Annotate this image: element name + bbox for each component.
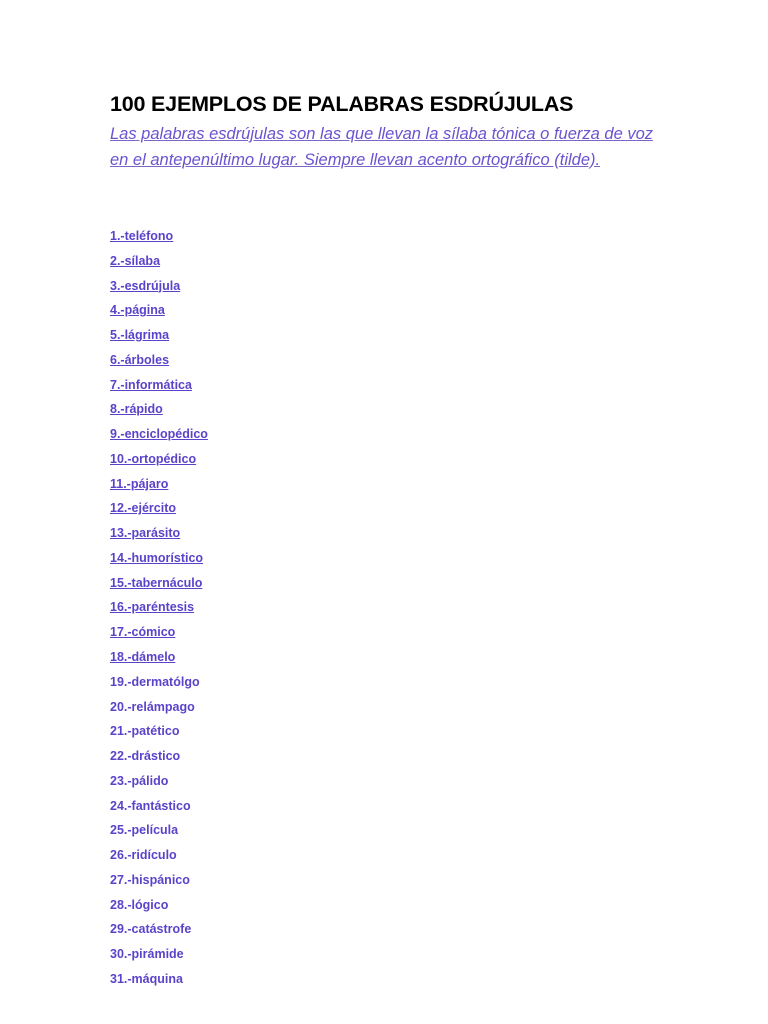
word-link[interactable]: 25.-película (110, 823, 179, 838)
list-item (110, 326, 208, 351)
list-item (110, 301, 208, 326)
list-item (110, 450, 208, 475)
word-link[interactable]: 9.-enciclopédico (110, 427, 208, 442)
word-link[interactable]: 16.-paréntesis (110, 600, 195, 615)
list-item (110, 549, 208, 574)
list-item (110, 623, 208, 648)
list-item (110, 252, 208, 277)
word-link[interactable]: 18.-dámelo (110, 650, 176, 665)
list-item (110, 698, 208, 723)
list-item (110, 871, 208, 896)
list-item (110, 722, 208, 747)
word-link[interactable]: 14.-humorístico (110, 550, 204, 565)
list-item (110, 896, 208, 921)
list-item (110, 747, 208, 772)
word-link[interactable]: 20.-relámpago (110, 699, 195, 714)
list-item (110, 945, 208, 970)
list-item (110, 376, 208, 401)
list-item (110, 425, 208, 450)
word-link[interactable]: 21.-patético (110, 724, 180, 739)
list-item (110, 970, 208, 995)
word-link[interactable]: 13.-parásito (110, 526, 181, 541)
list-item (110, 499, 208, 524)
list-item (110, 797, 208, 822)
word-list (110, 227, 208, 995)
list-item (110, 574, 208, 599)
word-link[interactable]: 7.-informática (110, 377, 192, 392)
list-item (110, 920, 208, 945)
list-item (110, 351, 208, 376)
word-link[interactable]: 11.-pájaro (110, 476, 169, 491)
word-link[interactable]: 4.-página (110, 303, 165, 318)
word-link[interactable]: 10.-ortopédico (110, 451, 197, 466)
word-link[interactable]: 31.-máquina (110, 971, 183, 986)
word-link[interactable]: 26.-ridículo (110, 848, 177, 863)
intro-link[interactable]: Las palabras esdrújulas son las que llevan la sílaba tónica o fuerza de voz en el antepenúltimo lugar. Siempre llevan acento ortográfico (tilde). (110, 125, 654, 169)
word-link[interactable]: 5.-lágrima (110, 328, 170, 343)
word-link[interactable]: 29.-catástrofe (110, 922, 192, 937)
list-item (110, 772, 208, 797)
word-link[interactable]: 28.-lógico (110, 897, 169, 912)
word-link[interactable]: 24.-fantástico (110, 798, 191, 813)
page-title: 100 EJEMPLOS DE PALABRAS ESDRÚJULAS (110, 92, 574, 116)
list-item (110, 598, 208, 623)
word-link[interactable]: 6.-árboles (110, 352, 170, 367)
list-item (110, 524, 208, 549)
word-link[interactable]: 3.-esdrújula (110, 278, 181, 293)
list-item (110, 400, 208, 425)
list-item (110, 821, 208, 846)
list-item (110, 846, 208, 871)
word-link[interactable]: 30.-pirámide (110, 947, 184, 962)
word-link[interactable]: 23.-pálido (110, 773, 169, 788)
list-item (110, 475, 208, 500)
word-link[interactable]: 22.-drástico (110, 749, 181, 764)
word-link[interactable]: 17.-cómico (110, 625, 176, 640)
word-link[interactable]: 2.-sílaba (110, 253, 161, 268)
word-link[interactable]: 19.-dermatólgo (110, 674, 200, 689)
word-link[interactable]: 8.-rápido (110, 402, 163, 417)
word-link[interactable]: 27.-hispánico (110, 872, 190, 887)
list-item (110, 227, 208, 252)
word-link[interactable]: 12.-ejército (110, 501, 177, 516)
list-item (110, 277, 208, 302)
list-item (110, 673, 208, 698)
word-link[interactable]: 15.-tabernáculo (110, 575, 203, 590)
list-item (110, 648, 208, 673)
word-link[interactable]: 1.-teléfono (110, 229, 174, 243)
